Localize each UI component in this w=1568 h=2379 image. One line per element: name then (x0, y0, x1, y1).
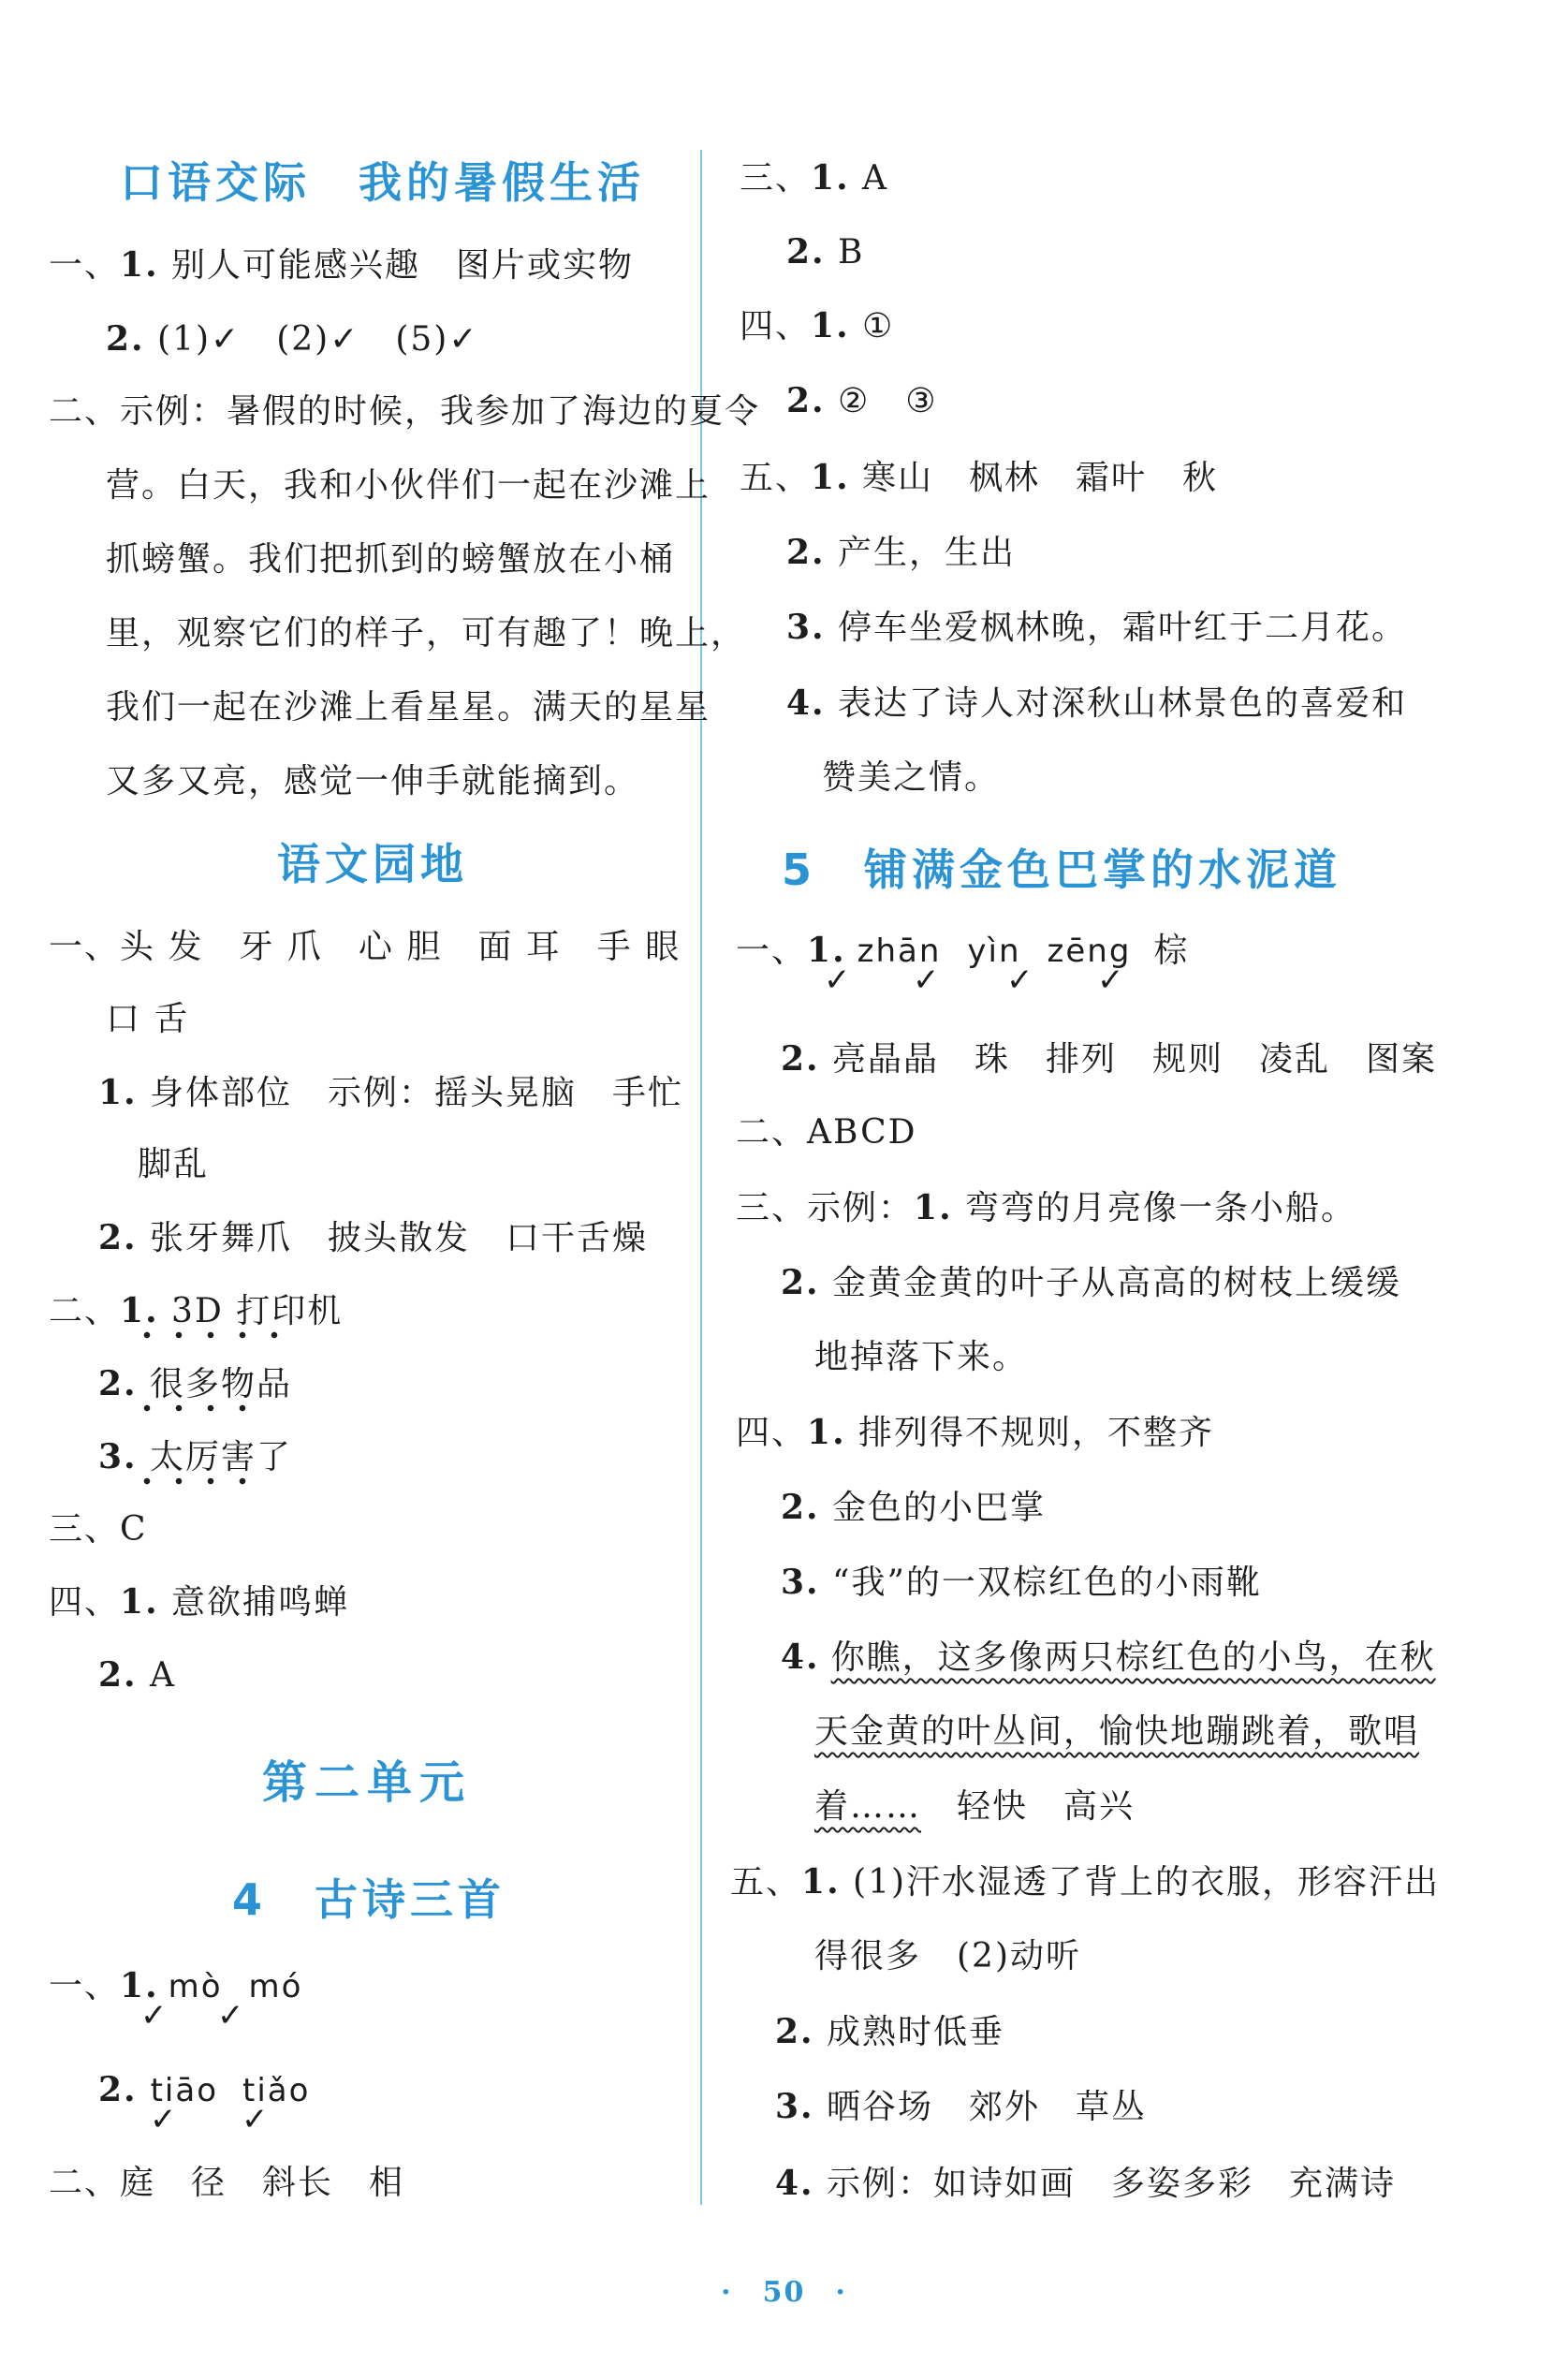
check-mark-icon: ✓ (140, 1997, 168, 2034)
answer-line: 四、1. 意欲捕鸣蝉 (49, 1582, 350, 1622)
check-mark-icon: ✓ (824, 962, 851, 999)
answer-line: 2. A (98, 1655, 177, 1695)
answer-line: 二、1. 3D 打印机 (49, 1291, 344, 1330)
section-heading-oral: 口语交际 我的暑假生活 (120, 157, 645, 208)
answer-line: 2. 金黄金黄的叶子从高高的树枝上缓缓 (781, 1263, 1402, 1302)
answer-paragraph-line: 里，观察它们的样子，可有趣了！晚上， (106, 614, 747, 653)
answer-line: 地掉落下来。 (814, 1338, 1029, 1376)
answer-line: 2. 产生，生出 (786, 533, 1017, 572)
answer-line: 3. 晒谷场 郊外 草丛 (775, 2087, 1148, 2126)
answer-line: 口 舌 (106, 1000, 190, 1038)
answer-line: 2. 亮晶晶 珠 排列 规则 凌乱 图案 (781, 1039, 1438, 1079)
answer-line: 一、1. 别人可能感兴趣 图片或实物 (49, 245, 635, 285)
answer-line: 四、1. 排列得不规则，不整齐 (736, 1413, 1215, 1452)
answer-line: 一、1. mò mó (49, 1966, 303, 2005)
answer-line: 三、1. A (740, 158, 889, 198)
answer-line: 着…… 轻快 高兴 (814, 1787, 1136, 1826)
answer-line: 1. 身体部位 示例：摇头晃脑 手忙 (98, 1073, 684, 1112)
answer-line: 3. “我”的一双棕红色的小雨靴 (781, 1563, 1262, 1602)
answer-line: 一、头 发 牙 爪 心 胆 面 耳 手 眼 (49, 928, 681, 966)
check-mark-icon: ✓ (217, 1997, 244, 2034)
answer-line: 2. 金色的小巴掌 (781, 1488, 1047, 1527)
emphasis-dots (131, 1477, 258, 1485)
answer-line: 4. 表达了诗人对深秋山林景色的喜爱和 (786, 683, 1408, 723)
answer-line: 五、1. (1)汗水湿透了背上的衣服，形容汗出 (730, 1862, 1441, 1902)
check-mark-icon: ✓ (150, 2101, 177, 2138)
answer-line: 得很多 (2)动听 (814, 1937, 1081, 1975)
answer-line: 4. 你瞧，这多像两只棕红色的小鸟，在秋 (781, 1637, 1436, 1677)
answer-line: 赞美之情。 (822, 758, 1001, 797)
answer-line: 脚乱 (138, 1145, 210, 1183)
page-number: · 50 · (721, 2276, 847, 2309)
answer-line: 五、1. 寒山 枫林 霜叶 秋 (740, 458, 1219, 497)
lesson-heading-poems: 4 古诗三首 (232, 1874, 506, 1925)
answer-line: 2. B (786, 232, 865, 272)
check-mark-icon: ✓ (913, 962, 940, 999)
answer-line: 2. 成熟时低垂 (775, 2012, 1005, 2051)
check-mark-icon: ✓ (1097, 962, 1124, 999)
answer-paragraph-line: 营。白天，我和小伙伴们一起在沙滩上 (106, 466, 711, 505)
lesson-heading-cement-road: 5 铺满金色巴掌的水泥道 (782, 844, 1342, 895)
unit-heading: 第二单元 (262, 1756, 473, 1809)
answer-line: 4. 示例：如诗如画 多姿多彩 充满诗 (775, 2164, 1397, 2203)
check-mark-icon: ✓ (242, 2101, 269, 2138)
section-heading-garden: 语文园地 (277, 839, 468, 889)
emphasis-dots (131, 1404, 258, 1412)
answer-line: 三、示例：1. 弯弯的月亮像一条小船。 (736, 1188, 1357, 1227)
answer-line: 四、1. ① (740, 306, 895, 345)
answer-line: 2. 很多物品 (98, 1364, 293, 1403)
answer-paragraph-line: 我们一起在沙滩上看星星。满天的星星 (106, 688, 711, 727)
answer-line: 2. tiāo tiǎo (98, 2070, 311, 2109)
answer-line: 二、庭 径 斜长 相 (49, 2164, 405, 2202)
answer-paragraph-line: 又多又亮，感觉一伸手就能摘到。 (106, 762, 640, 800)
answer-line: 2. 张牙舞爪 披头散发 口干舌燥 (98, 1218, 649, 1257)
answer-paragraph-line: 二、示例：暑假的时候，我参加了海边的夏令 (49, 392, 761, 431)
answer-line: 二、ABCD (736, 1113, 917, 1152)
answer-paragraph-line: 抓螃蟹。我们把抓到的螃蟹放在小桶 (106, 540, 676, 579)
answer-line: 3. 太厉害了 (98, 1437, 293, 1476)
answer-line: 天金黄的叶丛间，愉快地蹦跳着，歌唱 (814, 1712, 1420, 1751)
emphasis-dots (131, 1331, 290, 1339)
answer-line: 3. 停车坐爱枫林晚，霜叶红于二月花。 (786, 608, 1408, 647)
answer-line: 三、C (49, 1510, 148, 1549)
check-mark-icon: ✓ (1006, 962, 1033, 999)
answer-line: 2. ② ③ (786, 381, 938, 420)
answer-line: 一、1. zhān yìn zēng 棕 (736, 931, 1190, 970)
answer-line: 2. (1)✓ (2)✓ (5)✓ (106, 319, 479, 359)
column-divider (700, 150, 702, 2205)
